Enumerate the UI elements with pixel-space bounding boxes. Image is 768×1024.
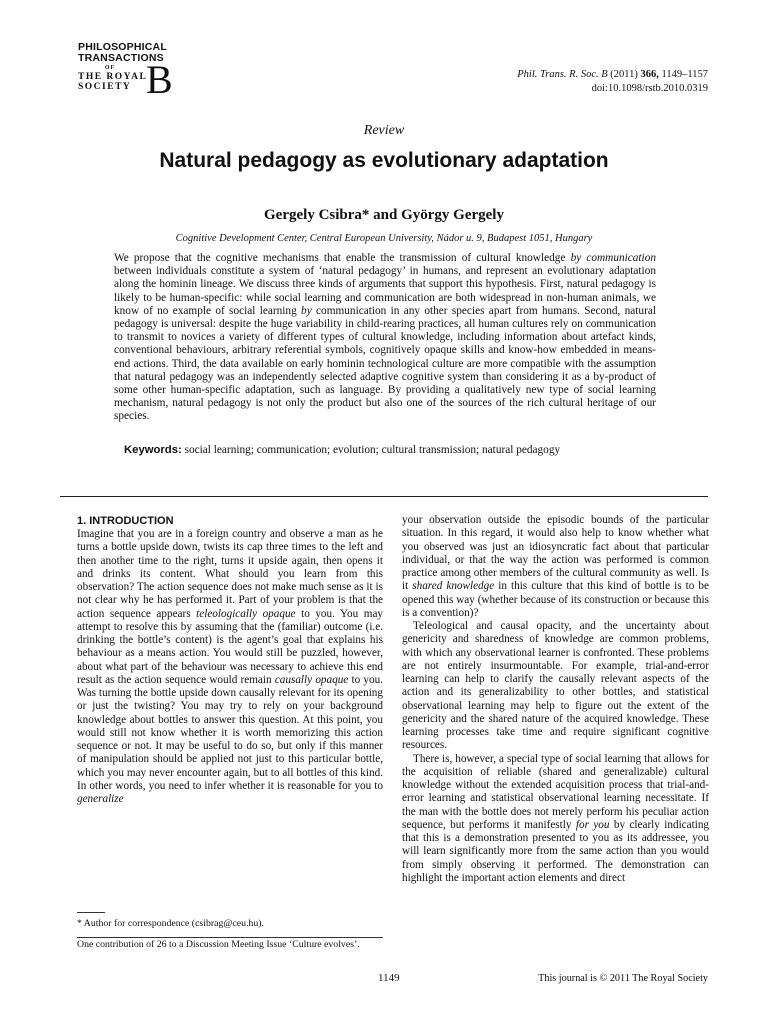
authors: Gergely Csibra* and György Gergely: [264, 207, 504, 223]
citation-pages: 1149–1157: [661, 69, 708, 80]
article-type: Review: [363, 123, 405, 138]
footnote-contribution: One contribution of 26 to a Discussion Meeting Issue ‘Culture evolves’.: [77, 939, 360, 950]
contribution-divider: [77, 937, 383, 938]
p1-text-c: to you. Was turning the bottle upside down causally relevant for its opening or just the twisting? You may try to rely on your background knowledge about bottles to answer this question. At this point, you would still not know whether it is worth memorizing this action sequence or not. It may be useful to do so, but only if this manner of manipulation should be applied not just to this particular bottle, which you may never encounter again, but to all bottles of this kind. In other words, you need to infer whether it is reasonable for you to: [77, 673, 384, 792]
p1-text-b: to you. You may attempt to resolve this by assuming that the (familiar) outcome (i.e. drinking the bottle’s content) is the agent’s goal that explains his behaviour as a means action. You would still be puzzled, however, about what part of the behaviour was necessary to achieve this end result as the action sequence would remain: [77, 607, 383, 686]
citation-doi: doi:10.1098/rstb.2010.0319: [591, 83, 708, 94]
p1-italic-2: causally opaque: [274, 673, 349, 686]
paragraph-1-end: [402, 514, 709, 620]
citation-volume: 366,: [640, 69, 659, 80]
keywords-label: Keywords:: [124, 444, 182, 456]
logo-line-3: THE ROYAL: [78, 72, 148, 82]
p1-text-d: your observation outside the episodic bounds of the particular situation. In this regard, it would also help to know whether what you observed was just an idiosyncratic fact about that particular individual, or that the way the action was performed is common practice among other members of the cultural community as well. Is it: [402, 514, 709, 593]
citation-year: (2011): [610, 69, 638, 80]
logo-line-1: PHILOSOPHICAL: [78, 41, 167, 53]
paragraph-2: Teleological and causal opacity, and the uncertainty about genericity and sharedness of knowledge are common problems, with which any observational learner is confronted. These problems are not entirely insurmountable. For example, trial-and-error learning can help to clarify the causally relevant aspects of the action and its generalizability to other bottles, and statistical observational learning may help to figure out the extent of the genericity and the shared nature of the acquired knowledge. These learning processes take time and require significant cognitive resources.: [402, 620, 709, 752]
keywords-text: social learning; communication; evolution; cultural transmission; natural pedagogy: [181, 444, 561, 456]
logo-line-4: SOCIETY: [78, 82, 132, 92]
keywords: [124, 444, 664, 457]
paragraph-3: [402, 753, 709, 886]
affiliation: Cognitive Development Center, Central European University, Nádor u. 9, Budapest 1051, Hungary: [175, 233, 593, 244]
p1-text-e: in this culture that this kind of bottle is to be opened this way (whether because of its construction or because this is a convention)?: [402, 580, 709, 619]
logo-line-2: TRANSACTIONS: [78, 52, 164, 64]
paragraph-1-start: [77, 528, 383, 806]
p3-text-b: by clearly indicating that this is a demonstration presented to you as its addressee, you will learn significantly more from the same action than you would from simply observing it performed. The demonstration can highlight the important action elements and direct: [402, 818, 710, 884]
footnote-correspondence: * Author for correspondence (csibrag@ceu.hu).: [77, 918, 264, 929]
logo-b-letter: B: [146, 57, 173, 102]
column-right: [402, 514, 709, 885]
copyright: This journal is © 2011 The Royal Society: [538, 973, 708, 984]
p3-italic: for you: [575, 818, 610, 831]
p3-text-a: There is, however, a special type of social learning that allows for the acquisition of reliable (shared and generalizable) cultural knowledge without the extended acquisition process that trial-and-error learning and statistical observational learning necessitate. If the man with the bottle does not merely perform his peculiar action sequence, but performs it manifestly: [402, 752, 709, 831]
abstract-italic-2: by: [301, 304, 312, 317]
page-title: Natural pedagogy as evolutionary adaptation: [159, 149, 609, 172]
header-divider: [60, 496, 708, 497]
page-number: 1149: [378, 972, 400, 984]
footnote-divider: [77, 912, 105, 913]
abstract: [114, 252, 656, 424]
p1-italic-3: generalize: [77, 793, 124, 805]
abstract-text-3: communication in any other species apart from humans. Second, natural pedagogy is universal: despite the huge variability in child-rearing practices, all human cultures rely on communication to transmit to novices a variety of different types of cultural knowledge, including information about artefact kinds, conventional behaviours, arbitrary referential symbols, cognitively opaque skills and know-how embedded in means-end actions. Third, the data available on early hominin technological culture are more compatible with the assumption that natural pedagogy was an independently selected adaptive cognitive system than considering it as a by-product of some other human-specific adaptation, such as language. By providing a qualitatively new type of social learning mechanism, natural pedagogy is not only the product but also one of the sources of the rich cultural heritage of our species.: [114, 304, 656, 423]
citation-journal: Phil. Trans. R. Soc. B: [517, 69, 608, 80]
abstract-text-1: We propose that the cognitive mechanisms that enable the transmission of cultural knowledge: [114, 252, 571, 264]
abstract-italic-1: by communication: [570, 252, 656, 264]
logo-of: OF: [104, 65, 116, 71]
citation: [517, 68, 708, 96]
p1-text-a: Imagine that you are in a foreign country and observe a man as he turns a bottle upside down, twists its cap three times to the left and then another time to the right, turns it upside again, then opens it and drinks its content. What should you learn from this observation? The action sequence does not make much sense as it is not clear why he has performed it. Part of your problem is that the action sequence appears: [77, 528, 383, 620]
p1-italic-1: teleologically opaque: [196, 607, 296, 620]
p1-italic-4: shared knowledge: [412, 580, 495, 593]
column-left: [77, 514, 383, 806]
abstract-text-2: between individuals constitute a system of ‘natural pedagogy’ in humans, and represent an evolutionary adaptation along the hominin lineage. We discuss three kinds of arguments that support this hypothesis. First, natural pedagogy is likely to be human-specific: while social learning and communication are both widespread in non-human animals, we know of no example of social learning: [114, 265, 656, 317]
section-heading: 1. INTRODUCTION: [77, 515, 174, 527]
